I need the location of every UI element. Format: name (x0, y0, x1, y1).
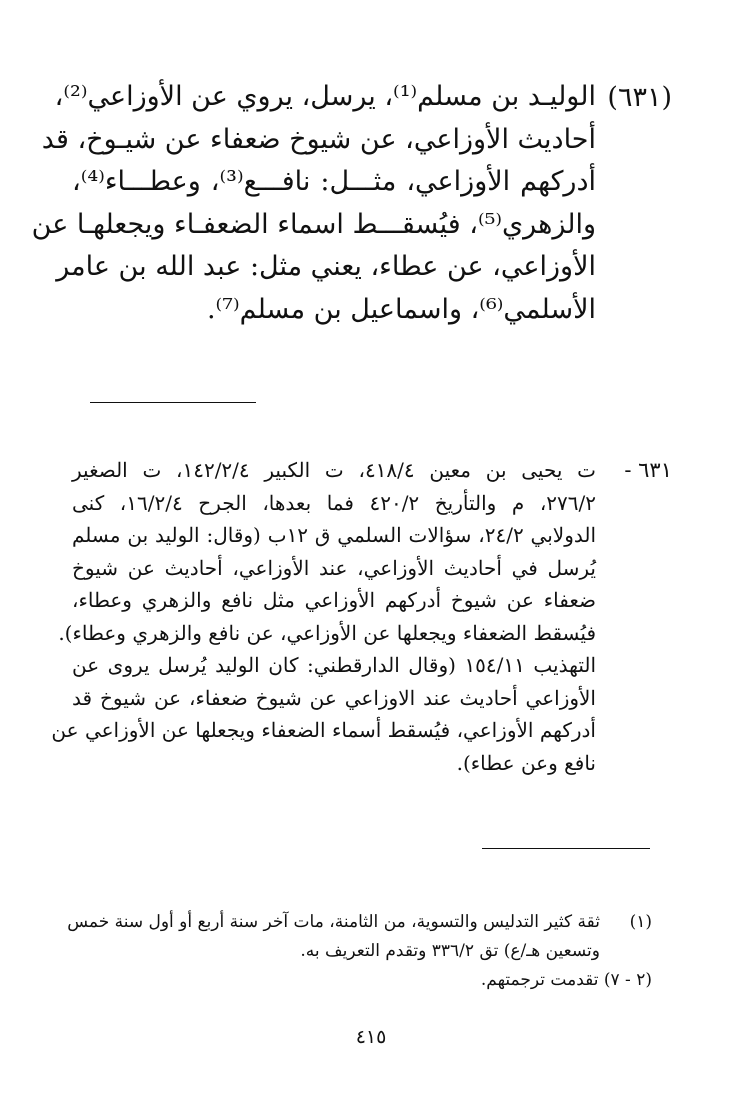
main-entry (31, 76, 672, 331)
commentary-line: الدولابي ٢٤/٢، سؤالات السلمي ق ١٢ب (وقال: الوليد بن مسلم (72, 523, 597, 547)
commentary-line: نافع وعن عطاء). (456, 750, 596, 775)
footnote (67, 908, 652, 966)
entry-line: أحاديث الأوزاعي، عن شيوخ ضعفاء عن شيـوخ، قد (41, 123, 596, 155)
footnote-text (67, 908, 600, 966)
entry-text (31, 76, 596, 331)
entry-line: الوليـد بن مسلم⁽¹⁾، يرسل، يروي عن الأوزاعي⁽²⁾، (54, 81, 596, 112)
footnote (92, 966, 652, 995)
commentary-text (51, 454, 597, 779)
commentary-section (51, 454, 672, 779)
entry-line: أدركهم الأوزاعي، مثـــل: نافـــع⁽³⁾، وعطـــاء⁽⁴⁾، (72, 166, 596, 197)
section-divider (90, 402, 256, 403)
footnote-line: وتسعين هـ/ع) تق ٣٣٦/٢ وتقدم التعريف به. (300, 941, 600, 961)
entry-line: والزهري⁽⁵⁾، فيُسقـــط اسماء الضعفـاء ويجعلهـا عن (31, 208, 596, 240)
commentary-line: فيُسقط الضعفاء ويجعلها عن الأوزاعي، عن نافع والزهري وعطاء). (58, 620, 596, 645)
commentary-line: يُرسل في أحاديث الأوزاعي، عند الأوزاعي، أحاديث عن شيوخ (72, 555, 596, 580)
footnotes (67, 908, 652, 995)
commentary-line: التهذيب ١٥٤/١١ (وقال الدارقطني: كان الوليد يُرسل يروى عن (72, 653, 596, 677)
entry-number: (٦٣١) (607, 82, 672, 113)
commentary-line: الأوزاعي أحاديث عند الاوزاعي عن شيوخ ضعفاء، عن شيوخ قد (72, 685, 596, 710)
footnote-number: (٢ - ٧) (603, 970, 652, 990)
entry-line: الأسلمي⁽⁶⁾، واسماعيل بن مسلم⁽⁷⁾. (206, 293, 596, 325)
commentary-line: ت يحيى بن معين ٤١٨/٤، ت الكبير ١٤٢/٢/٤، ت الصغير (72, 458, 597, 482)
commentary-line: ضعفاء عن شيوخ أدركهم الأوزاعي مثل نافع والزهري وعطاء، (72, 588, 596, 612)
footnote-number: (١) (629, 912, 652, 932)
entry-line: الأوزاعي، عن عطاء، يعني مثل: عبد الله بن عامر (56, 251, 596, 282)
footnote-line: ثقة كثير التدليس والتسوية، من الثامنة، مات آخر سنة أربع أو أول سنة خمس (67, 912, 600, 932)
footnote-divider (482, 848, 650, 849)
footnote-text: تقدمت ترجمتهم. (480, 970, 599, 990)
commentary-line: ٢٧٦/٢، م والتأريخ ٤٢٠/٢ فما بعدها، الجرح ١٦/٢/٤، كنى (72, 490, 596, 515)
page-number: ٤١٥ (355, 1026, 387, 1048)
commentary-number: ٦٣١ - (624, 458, 672, 482)
commentary-line: أدركهم الأوزاعي، فيُسقط أسماء الضعفاء ويجعلها عن الأوزاعي عن (51, 718, 596, 742)
